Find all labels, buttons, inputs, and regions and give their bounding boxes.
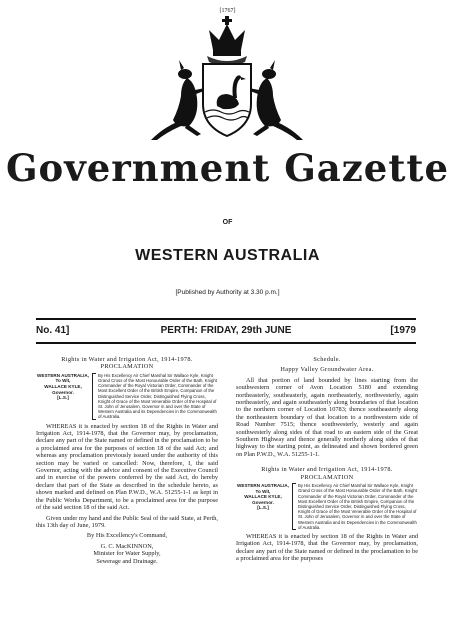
governor-block — [36, 373, 218, 420]
gov-seal: [L.S.] — [57, 395, 69, 401]
kangaroo-left-icon — [151, 60, 205, 140]
kangaroo-right-icon — [249, 60, 303, 140]
proclamation-heading: PROCLAMATION — [100, 363, 154, 371]
bracket-2 — [292, 483, 296, 530]
schedule-heading: Schedule. — [313, 356, 341, 363]
right-column — [236, 356, 418, 563]
issue-date: PERTH: FRIDAY, 29th JUNE — [160, 325, 292, 336]
act-title: Rights in Water and Irrigation Act, 1914-1978. — [61, 356, 193, 363]
issue-number: No. 41] — [36, 325, 70, 336]
proclamation-heading-2: PROCLAMATION — [300, 473, 354, 481]
gov-to-wit-2: To Wit, — [255, 488, 271, 494]
state-name: WESTERN AUSTRALIA — [135, 247, 320, 264]
published-note: [Published by Authority at 3.30 p.m.] — [175, 289, 280, 296]
gov-to-wit: To Wit, — [55, 378, 71, 384]
gov-state-2: WESTERN AUSTRALIA, — [237, 483, 289, 489]
command-line: By His Excellency's Command, — [86, 532, 168, 540]
masthead-title: Government Gazette — [5, 146, 450, 190]
governor-titles-2: By His Excellency Air Chief Marshal Sir Wallace Kyle, Knight Grand Cross of the Most Honourable Order of the Bath, Knight Commander of the Royal Victorian Order, Commander of the Most Excellent Order of the British Empire, Companion of the Distinguished Service Order, Distinguished Flying Cross, Knight of Grace of the Most Venerable Order of the Hospital of St. John of Jerusalem, Governor in and over the State of Western Australia and its Dependencies in the Commonwealth of Australia. — [298, 483, 417, 530]
gov-name: WALLACE KYLE, — [44, 384, 82, 389]
left-column — [36, 356, 218, 565]
coat-of-arms — [137, 16, 317, 144]
signatory-name: G. C. MacKINNON, — [100, 542, 154, 550]
gov-title: Governor. — [52, 389, 74, 395]
crown-icon — [207, 16, 247, 66]
page-number: [1767] — [219, 8, 236, 14]
gov-seal-2: [L.S.] — [257, 505, 269, 511]
gov-name-2: WALLACE KYLE, — [244, 494, 282, 500]
issue-year: [1979 — [390, 325, 416, 336]
governor-block-2 — [236, 483, 418, 530]
whereas-paragraph: WHEREAS it is enacted by section 18 of the Rights in Water and Irrigation Act, 1914-1978, that the Governor may, by proclamation, declare any part of the State named or defined in the proclamation to be a proclaimed area for the purposes of section 18 of the said Act; and whereas any proclamation previously issued under the authority of this section may be varied or cancelled: Now, therefore, I, the said Governor, acting with the advice and consent of the Executive Council and in exercise of the powers conferred by the said Act, do hereby declare that part of the State as described in the schedule hereto, as shown marked and defined on Plan P.W.D., W.A. 51255-1-1 as kept in the Public Works Department, to be a proclaimed area for the purpose of the said section 18 of the said Act. — [36, 422, 218, 512]
issue-line — [36, 325, 416, 339]
top-rule — [36, 318, 416, 320]
governor-titles: By His Excellency Air Chief Marshal Sir Wallace Kyle, Knight Grand Cross of the Most Honourable Order of the Bath, Knight Commander of the Royal Victorian Order, Commander of the Most Excellent Order of the British Empire, Companion of the Distinguished Service Order, Distinguished Flying Cross, Knight of Grace of the Most Venerable Order of the Hospital of St. John of Jerusalem, Governor in and over the State of Western Australia and its Dependencies in the Commonwealth of Australia. — [98, 372, 217, 420]
area-description: All that portion of land bounded by lines starting from the southwestern corner of Avon Location 5180 and extending northeasterly, southeasterly, again northeasterly, northwesterly, again northeasterly, and again southeasterly along boundaries of that location to the northern corner of Location 10783; thence southeasterly along the northeastern boundary of that location to a northwestern side of Road Number 7515; thence southwesterly, westerly and again southwesterly along sides of that road to an eastern side of the Great Southern Highway and thence generally northerly along sides of that highway to the starting point, as delineated and shown bordered green on Plan P.W.D., W.A. 51255-1-1. — [236, 376, 418, 458]
governor-signature-block — [36, 373, 92, 420]
masthead-of: OF — [222, 219, 233, 226]
governor-signature-block-2 — [236, 483, 292, 530]
whereas-paragraph-2: WHEREAS it is enacted by section 18 of the Rights in Water and Irrigation Act, 1914-1978, that the Governor may, by proclamation, declare any part of the State named or defined in the proclamation to be a proclaimed area for the purposes — [236, 532, 418, 563]
area-name: Happy Valley Groundwater Area. — [280, 366, 374, 374]
signatory-title-1: Minister for Water Supply, — [93, 550, 161, 558]
gov-state: WESTERN AUSTRALIA, — [37, 372, 89, 378]
given-paragraph: Given under my hand and the Public Seal of the said State, at Perth, this 13th day of June, 1979. — [36, 514, 218, 529]
signatory-title-2: Sewerage and Drainage. — [96, 557, 158, 565]
bottom-rule — [36, 342, 416, 344]
bracket — [92, 373, 96, 420]
gov-title-2: Governor. — [252, 499, 274, 505]
act-title-2: Rights in Water and Irrigation Act, 1914-1978. — [261, 466, 393, 474]
